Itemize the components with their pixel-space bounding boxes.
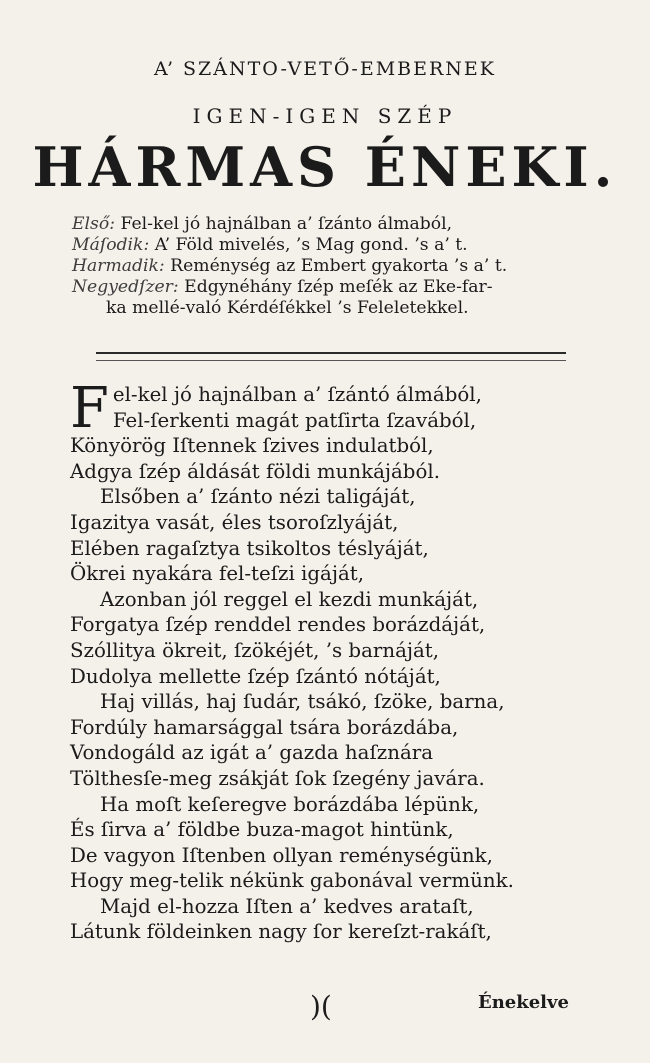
ornament: )( [310, 990, 332, 1023]
poem-line: Elében ragaſztya tsikoltos téslyáját, [70, 536, 429, 560]
poem-line: Hogy meg-telik nékünk gabonával vermünk. [70, 869, 514, 893]
poem-line: Könyörög Iſtennek ſzives indulatból, [70, 434, 434, 458]
contents-item [72, 298, 562, 319]
drop-cap: F [70, 376, 109, 441]
contents-text: Fel-kel jó hajnálban a’ ſzánto álmaból, [120, 214, 453, 234]
poem-line: Adgya ſzép áldását földi munkájából. [70, 459, 440, 483]
poem-line: Igazitya vasát, éles tsoroſzlyáját, [70, 510, 399, 534]
contents-label: Negyedſzer: [72, 277, 179, 297]
contents-item [72, 235, 562, 256]
poem-line: És ſirva a’ földbe buza-magot hintünk, [70, 818, 454, 842]
poem-line: Vondogáld az igát a’ gazda haſznára [70, 741, 433, 765]
divider-rule [96, 352, 566, 361]
poem-line: Ökrei nyakára fel-teſzi igáját, [70, 562, 365, 586]
contents-text: ka mellé-való Kérdéſékkel ’s Feleletekkel. [106, 298, 469, 318]
poem-line: Fordúly hamarsággal tsára borázdába, [70, 715, 459, 739]
title-line-1: A’ SZÁNTO-VETŐ-EMBERNEK [154, 58, 496, 80]
poem-line: Haj villás, haj ſudár, tsákó, ſzöke, barna, [100, 690, 505, 714]
title-line-2: IGEN-IGEN SZÉP [192, 104, 458, 128]
title-line-3: HÁRMAS ÉNEKI. [32, 135, 618, 199]
contents-list [72, 214, 562, 319]
poem-line: Majd el-hozza Iſten a’ kedves arataſt, [100, 894, 474, 918]
poem-body [70, 376, 590, 945]
contents-text: A’ Föld mivelés, ’s Mag gond. ’s a’ t. [154, 235, 468, 255]
poem-line: Látunk földeinken nagy ſor kereſzt-rakáſt, [70, 920, 492, 944]
catchword: Énekelve [478, 992, 569, 1013]
contents-text: Reménység az Embert gyakorta ’s a’ t. [170, 256, 508, 276]
contents-item [72, 277, 562, 298]
contents-text: Edgynéhány ſzép meſék az Eke-far- [184, 277, 493, 297]
poem-line: Tölthesſe-meg zsákját ſok ſzegény javára. [70, 766, 485, 790]
poem-line: Azonban jól reggel el kezdi munkáját, [100, 587, 479, 611]
contents-label: Első: [72, 214, 116, 234]
poem-line: Dudolya mellette ſzép ſzántó nótáját, [70, 664, 441, 688]
contents-label: Máſodik: [72, 235, 150, 255]
poem-line: Elsőben a’ ſzánto nézi taligáját, [100, 485, 416, 509]
poem-line: De vagyon Iſtenben ollyan reménységünk, [70, 843, 493, 867]
contents-item [72, 256, 562, 277]
poem-line: Szóllitya ökreit, ſzökéjét, ’s barnáját, [70, 638, 440, 662]
contents-item [72, 214, 562, 235]
poem-line: Fel-ſerkenti magát patſirta ſzavából, [112, 408, 477, 432]
poem-line: Ha moſt keſeregve borázdába lépünk, [100, 792, 480, 816]
poem-line-text: el-kel jó hajnálban a’ ſzántó álmából, [112, 383, 482, 406]
contents-label: Harmadik: [72, 256, 165, 276]
poem-line: Forgatya ſzép renddel rendes borázdáját, [70, 613, 486, 637]
